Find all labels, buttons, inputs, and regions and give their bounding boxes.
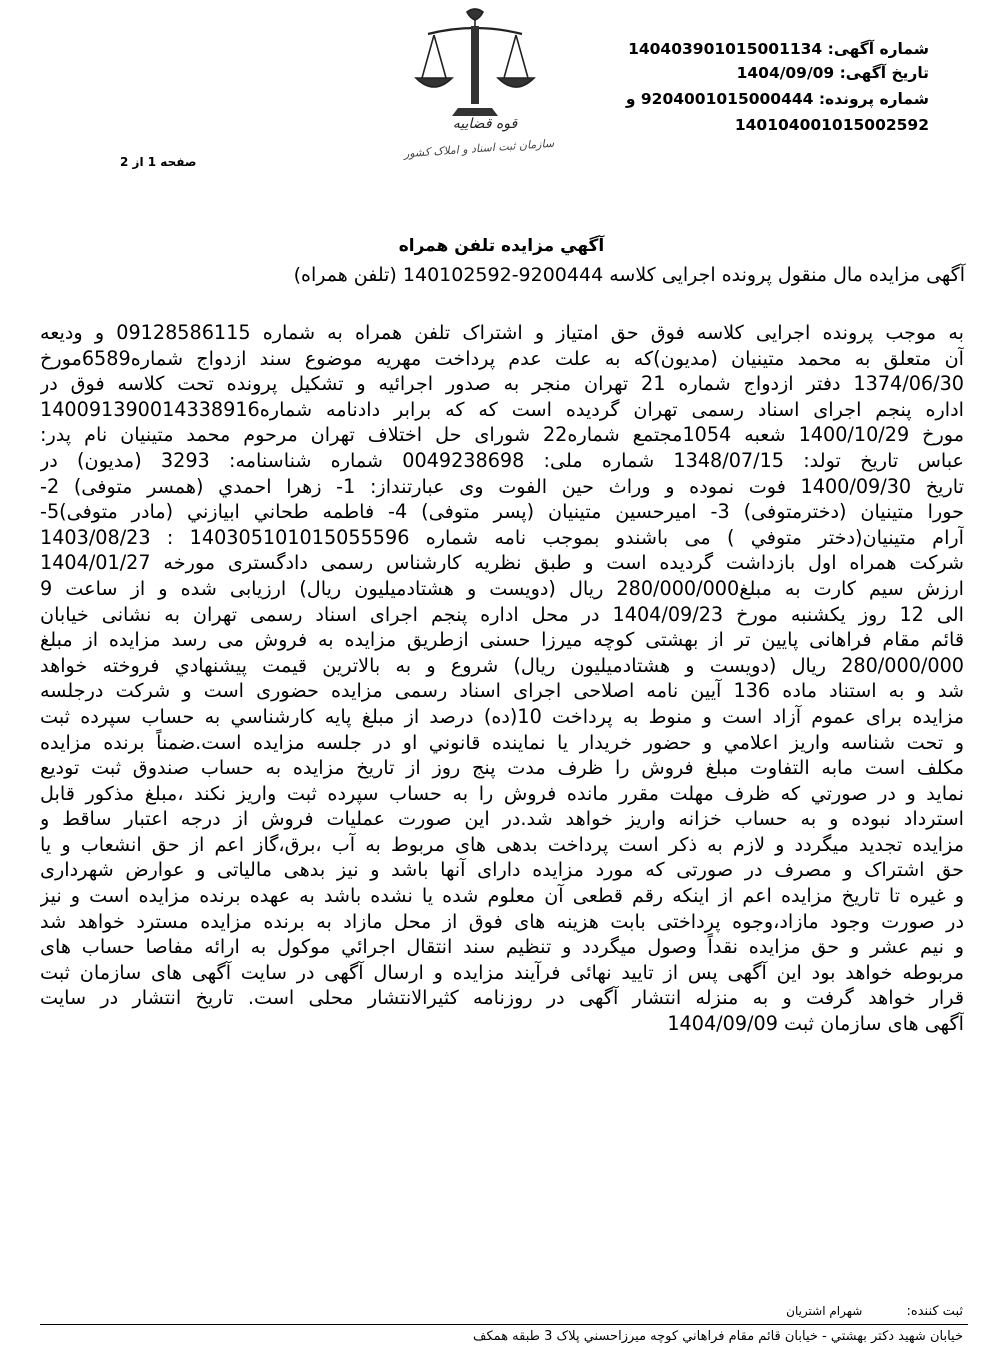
body-line: شد و به استناد ماده 136 آیین نامه اصلاحی اجرای اسناد رسمی مزایده حضوری است و شرکت درجلسه xyxy=(40,679,964,703)
body-line: مزايده تجديد ميگردد و لازم به ذكر است پرداخت بدهی های مربوط به آب ،برق،گاز اعم از حق انشعاب و يا xyxy=(40,832,964,856)
ad-number-value: 140403901015001134 xyxy=(628,40,823,58)
body-line: قرار خواهد گرفت و به منزله انتشار آگهی در روزنامه کثيرالانتشار محلی است. تاريخ انتشار در سايت xyxy=(40,986,964,1010)
case-number-value-2: 14010400101500259​2 xyxy=(734,116,929,134)
body-line: 280/000/000 ریال (دویست و هشتادمیلیون ریال) شروع و به بالاترين قيمت پيشنهادي فروخته خواهد xyxy=(40,653,964,677)
body-line: به موجب پرونده اجرایی کلاسه فوق حق امتیاز و اشتراک تلفن همراه به شماره 09128586115 و ودیعه xyxy=(40,321,964,344)
registrar-label: ثبت کننده: xyxy=(906,1304,963,1319)
announcement-body xyxy=(40,320,964,1180)
registrar xyxy=(786,1304,963,1319)
case-number-second xyxy=(735,116,929,134)
logo-judiciary-text: قوه قضاییه xyxy=(452,116,518,132)
ad-date-value: 1404/09/09 xyxy=(736,64,835,82)
body-line: ارزش سیم کارت به مبلغ280/000/000 ریال (دویست و هشتادمیلیون ریال) ارزیابی شده و از ساعت 9 xyxy=(40,576,964,600)
body-line: مزايده برای عموم آزاد است و منوط به پرداخت 10(ده) درصد از مبلغ پایه کارشناسي به حساب سپرده ثبت xyxy=(40,704,964,728)
body-line: قائم مقام فراهانی پایین تر از بهشتی کوچه میرزا حسنی ازطریق مزایده به فروش می رسد مزایده از مبلغ xyxy=(40,628,964,652)
body-line: آگهی های سازمان ثبت 1404/09/09 xyxy=(667,1012,964,1036)
body-line: و تحت شناسه واريز اعلامي و حضور خريدار يا نماينده قانوني او در جلسه مزايده است.ضمناً برنده مزايده xyxy=(40,730,964,754)
body-line: حق اشتراک و مصرف در صورتی که مورد مزايده دارای آنها باشد و نيز بدهی مالياتی و عوارض شهرداری xyxy=(40,858,964,882)
ad-date-label: تاریخ آگهی: xyxy=(839,64,929,82)
body-line: آرام متينيان(دختر متوفي ) مى باشندو بموجب نامه شماره 140305101015055596 : 1403/08/23 xyxy=(40,525,964,549)
body-line: مورخ 1400/10/29 شعبه 1054مجتمع شماره22 شورای حل اختلاف تهران مرحوم محمد متینیان نام پدر: xyxy=(40,423,964,447)
document-subtitle: آگهی مزایده مال منقول پرونده اجرایی کلاسه 9200444-140102592 (تلفن همراه) xyxy=(293,264,965,286)
logo-organization-text: سازمان ثبت اسناد و املاک کشور xyxy=(403,136,555,161)
body-line: و غيره تا تاريخ مزايده اعم از اينکه رقم قطعی آن معلوم شده يا نشده باشد به عهده برنده مزايده است و نيز xyxy=(40,884,964,908)
body-line: استرداد نبوده و به حساب خزانه واريز خواهد شد.در اين صورت عمليات فروش از درجه اعتبار ساقط و xyxy=(40,807,964,831)
body-line: مربوطه خواهد بود اين آگهی پس از تاييد نهائی فرآيند مزايده و ارسال آگهی در سايت آگهی های سازمان ثبت xyxy=(40,960,964,984)
ad-number-label: شماره آگهی: xyxy=(827,40,929,58)
document-title: آگهي مزايده تلفن همراه xyxy=(398,236,605,256)
body-line: در صورت وجود مازاد،وجوه پرداختی بابت هزينه های فوق از محل مازاد به برنده مزايده مسترد خواهد شد xyxy=(40,909,964,933)
judiciary-logo xyxy=(400,4,555,174)
body-line: الی 12 روز یکشنبه مورخ 1404/09/23 در محل اداره پنجم اجرای اسناد رسمی تهران به نشانی خیابان xyxy=(40,602,964,626)
body-line: مکلف است مابه التفاوت مبلغ فروش را ظرف مدت پنج روز از تاريخ مزايده به حساب صندوق ثبت توديع xyxy=(40,756,964,780)
case-number-label: شماره پرونده: xyxy=(818,90,929,108)
body-line: حورا متینیان (دخترمتوفی) 3- امیرحسین متینیان (پسر متوفی) 4- فاطمه طحاني ابيازني (مادر متوفی)5- xyxy=(40,500,964,524)
body-line: عباس تاریخ تولد: 1348/07/15 شماره ملی: 0049238698 شماره شناسنامه: 3293 (مدیون) در xyxy=(40,448,964,472)
case-number-value-1: 9204001015000444 و xyxy=(625,90,814,108)
body-line: اداره پنجم اجرای اسناد رسمی تهران گردیده است که که برابر دادنامه شماره140091390014338916 xyxy=(40,397,964,421)
ad-number xyxy=(628,40,929,58)
body-line: و نيم عشر و حق مزايده نقداً وصول ميگردد و تنظيم سند انتقال اجرائي موکول به ارائه مفاصا حساب های xyxy=(40,935,964,959)
ad-date xyxy=(737,64,929,82)
body-line: شرکت همراه اول بازداشت گردیده است و طبق نظریه کارشناس رسمی دادگستری مورخه 1404/01/27 xyxy=(40,551,964,575)
body-line: تاریخ 1400/09/30 فوت نموده و وراث حین الفوت وی عبارتنداز: 1- زهرا احمدي (همسر متوفی) 2- xyxy=(40,474,964,498)
office-address: خیابان شهید دکتر بهشتي - خیابان قائم مقام فراهاني کوچه میرزاحسني پلاک 3 طبقه همکف xyxy=(473,1329,963,1344)
footer-divider xyxy=(40,1324,968,1325)
body-line: نمايد و در صورتي كه ظرف مهلت مقرر مانده فروش را به حساب سپرده ثبت واريز نكند ،مبلغ مذكور قابل xyxy=(40,781,964,805)
body-line: آن متعلق به محمد متینیان (مدیون)که به علت عدم پرداخت مهریه موضوع سند ازدواج شماره6589مورخ xyxy=(40,346,964,370)
registrar-name: شهرام اشتریان xyxy=(786,1304,863,1318)
body-line: 1374/06/30 دفتر ازدواج شماره 21 تهران منجر به صدور اجرائیه و تشکیل پرونده تحت کلاسه فوق در xyxy=(40,372,964,396)
page-indicator: صفحه 1 از 2 xyxy=(120,155,197,169)
case-number xyxy=(626,90,929,108)
